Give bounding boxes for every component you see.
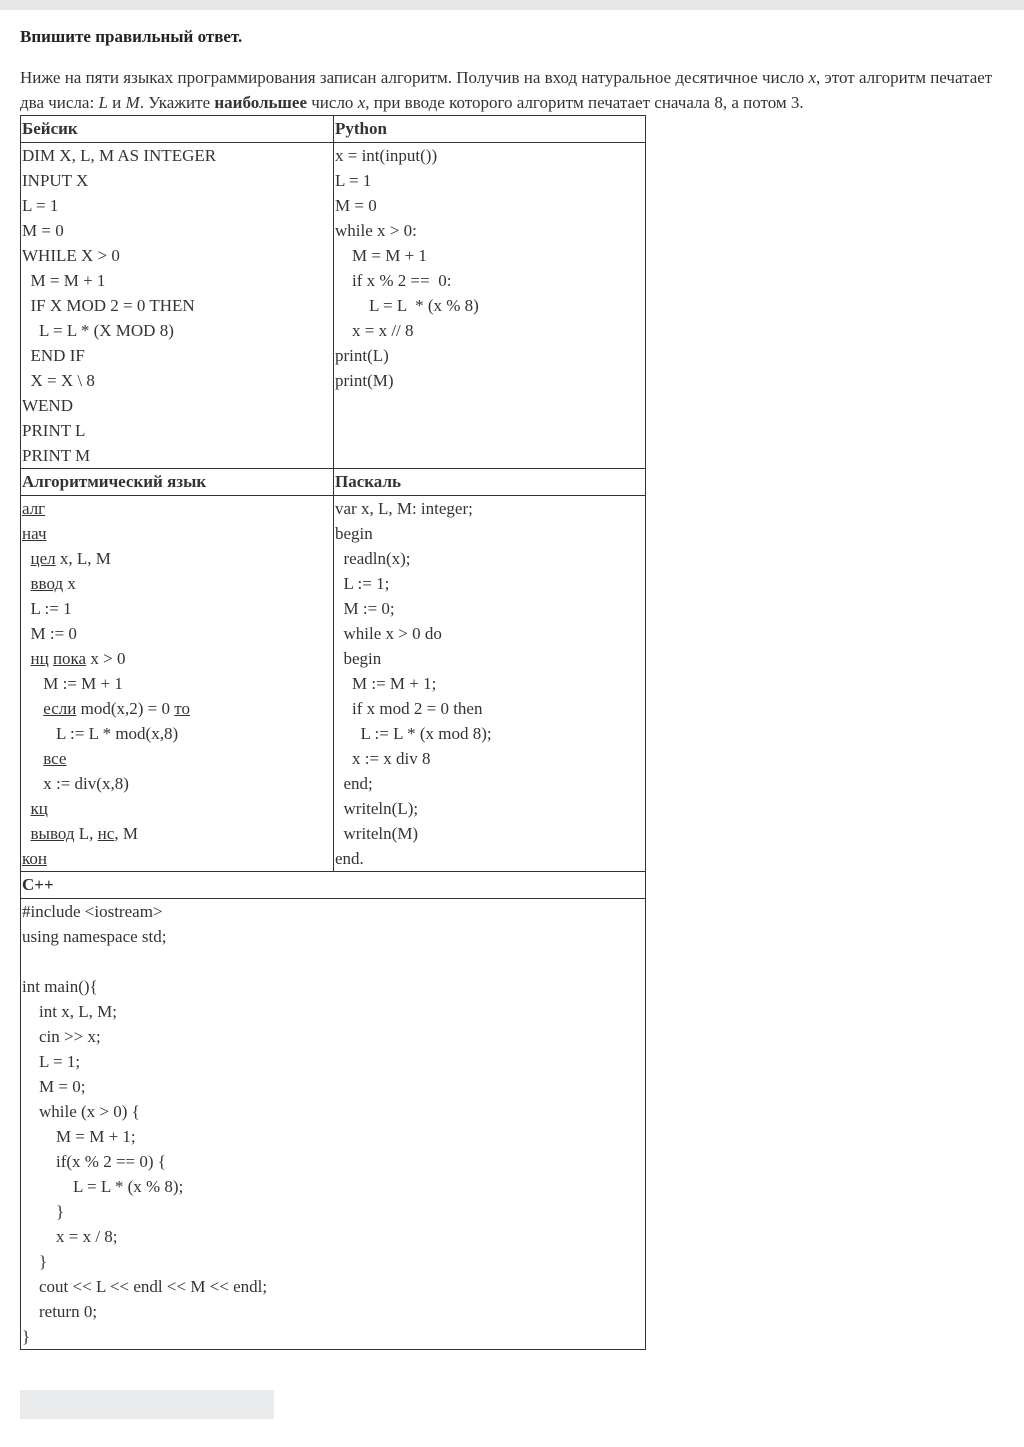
code-line: M = M + 1; [22,1127,136,1146]
code-line: int main(){ [22,977,98,996]
code-text [22,649,31,668]
code-text: L, [74,824,98,843]
code-line [22,521,333,546]
code-text: x := div(x,8) [22,774,129,793]
code-line: } [22,1327,31,1346]
header-pascal: Паскаль [334,469,646,496]
code-line: cin >> x; [22,1027,101,1046]
task-title: Впишите правильный ответ. [20,27,243,46]
code-line: readln(x); [335,549,411,568]
keyword: кц [30,799,48,818]
code-text: x, L, M [55,549,111,568]
code-line [22,621,333,646]
code-line: using namespace std; [22,927,167,946]
code-line: INPUT X [22,171,89,190]
code-line: WHILE X > 0 [22,246,120,265]
code-line [22,596,333,621]
keyword: то [174,699,190,718]
code-line: L = L * (x % 8) [335,296,479,315]
keyword: нц [30,649,49,668]
code-line [22,671,333,696]
code-line [22,746,333,771]
code-text: mod(x,2) = 0 [76,699,175,718]
keyword: нс [97,824,115,843]
code-line: M = M + 1 [335,246,427,265]
keyword: кон [22,849,47,868]
code-line: PRINT L [22,421,86,440]
code-line [22,496,333,521]
code-line: if x mod 2 = 0 then [335,699,483,718]
code-line: L = 1 [335,171,372,190]
code-text: M := 0 [22,624,77,643]
code-line: x = int(input()) [335,146,438,165]
code-line: END IF [22,346,85,365]
code-line [22,771,333,796]
code-line: x = x / 8; [22,1227,118,1246]
code-line [22,821,333,846]
code-line: print(L) [335,346,389,365]
code-python [334,143,646,469]
code-text [22,699,43,718]
code-line: if(x % 2 == 0) { [22,1152,166,1171]
code-line [22,796,333,821]
code-text: L := L * mod(x,8) [22,724,179,743]
code-line: cout << L << endl << M << endl; [22,1277,268,1296]
code-line: if x % 2 == 0: [335,271,452,290]
code-line: L = 1; [22,1052,81,1071]
code-table [20,115,646,1350]
code-line [22,571,333,596]
code-line: x := x div 8 [335,749,431,768]
code-text [22,749,43,768]
code-text: x [63,574,76,593]
code-text [22,799,31,818]
code-line: begin [335,649,382,668]
code-text [22,824,31,843]
code-line: L := 1; [335,574,390,593]
code-line: int x, L, M; [22,1002,117,1021]
code-line: } [22,1252,48,1271]
code-line [22,846,333,871]
code-line [22,696,333,721]
task-statement: Ниже на пяти языках программирования записан алгоритм. Получив на вход натуральное десятичное число x, этот алгоритм печатает два числа: L и M. Укажите наибольшее число x, при вводе которого алгоритм печатает сначала 8, а потом 3. [20,68,993,112]
code-line: while x > 0: [335,221,417,240]
code-line: #include <iostream> [22,902,163,921]
keyword: если [43,699,77,718]
answer-input[interactable] [20,1390,274,1419]
code-line: while x > 0 do [335,624,442,643]
code-line: M := 0; [335,599,395,618]
code-line: x = x // 8 [335,321,414,340]
code-text [22,574,31,593]
keyword: вывод [30,824,75,843]
code-line: return 0; [22,1302,98,1321]
code-line: end; [335,774,373,793]
code-line [22,721,333,746]
code-line: begin [335,524,373,543]
keyword: все [43,749,67,768]
code-line: M = 0 [335,196,377,215]
code-line: M = 0 [22,221,64,240]
top-bar [0,0,1024,10]
code-line: writeln(M) [335,824,419,843]
code-line: L = 1 [22,196,59,215]
keyword: пока [52,649,87,668]
code-line: M = M + 1 [22,271,106,290]
code-line: X = X \ 8 [22,371,95,390]
code-line: writeln(L); [335,799,419,818]
header-basic: Бейсик [21,116,334,143]
code-text: L := 1 [22,599,72,618]
code-line: M = 0; [22,1077,86,1096]
code-basic [21,143,334,469]
code-line: IF X MOD 2 = 0 THEN [22,296,195,315]
keyword: ввод [30,574,64,593]
code-line: } [22,1202,65,1221]
code-line [22,949,645,974]
code-line: L := L * (x mod 8); [335,724,492,743]
code-text: , M [114,824,138,843]
code-line: end. [335,849,364,868]
code-line: PRINT M [22,446,91,465]
code-line [22,646,333,671]
code-line: WEND [22,396,73,415]
keyword: алг [22,499,46,518]
keyword: цел [30,549,56,568]
code-pascal [334,496,646,872]
code-line: DIM X, L, M AS INTEGER [22,146,217,165]
keyword: нач [22,524,47,543]
code-line: L = L * (x % 8); [22,1177,184,1196]
header-cpp: C++ [21,872,646,899]
header-python: Python [334,116,646,143]
code-algo [21,496,334,872]
header-algo: Алгоритмический язык [21,469,334,496]
code-line: print(M) [335,371,394,390]
code-line: M := M + 1; [335,674,437,693]
code-text: M := M + 1 [22,674,123,693]
code-text: x > 0 [86,649,126,668]
code-cpp [21,899,646,1350]
code-line: while (x > 0) { [22,1102,140,1121]
code-text [22,549,31,568]
code-line [22,546,333,571]
code-line: L = L * (X MOD 8) [22,321,174,340]
code-line: var x, L, M: integer; [335,499,473,518]
